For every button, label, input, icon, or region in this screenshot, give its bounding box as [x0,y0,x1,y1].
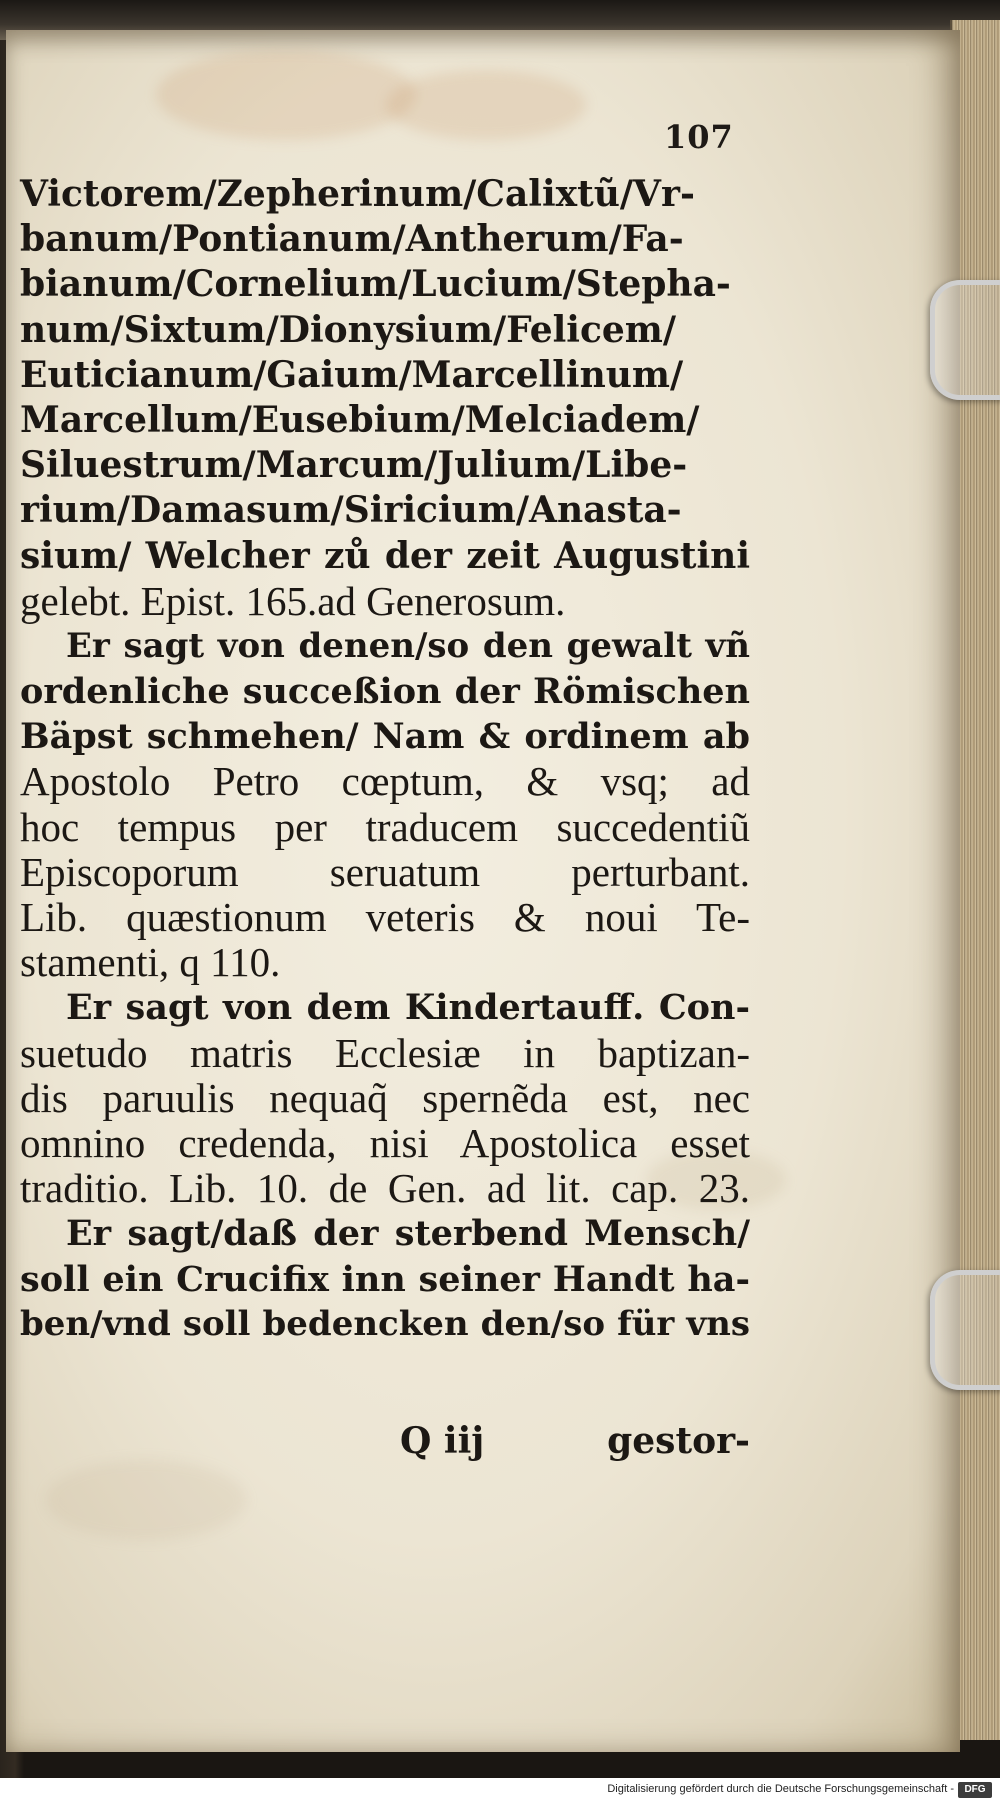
body-text [20,172,750,1347]
text-line: Lib. quæstionum veteris & noui Te- [20,894,750,940]
catchword: gestor- [607,1420,750,1462]
signature-mark: Q iij [400,1420,485,1462]
book-clasp [930,1270,1000,1390]
paragraph-start-line: Er sagt von dem Kindertauff. Con- [66,987,750,1029]
text-line: Euticianum/Gaium/Marcellinum/ [20,353,684,396]
text-line: gelebt. Epist. 165.ad Generosum. [20,577,566,624]
text-line: sium/ Welcher zů der zeit Augustini [20,534,750,577]
footer-credit: Digitalisierung gefördert durch die Deutsche Forschungsgemeinschaft - [607,1783,954,1795]
text-line: Marcellum/Eusebium/Melciadem/ [20,398,700,441]
text-line: ben/vnd soll bedencken den/so für vns [20,1303,750,1344]
text-line: Siluestrum/Marcum/Julium/Libe- [20,444,688,487]
text-line: omnino credenda, nisi Apostolica esset [20,1119,750,1166]
book-clasp [930,280,1000,400]
text-line: hoc tempus per traducem succedentiũ [20,803,750,850]
text-line: stamenti, q 110. [20,939,281,986]
text-line: ordenliche succeßion der Römischen [20,671,750,713]
paragraph-start-line: Er sagt von denen/so den gewalt vñ [66,625,750,666]
text-line: suetudo matris Ecclesiæ in baptizan- [20,1029,750,1076]
text-line: Bäpst schmehen/ Nam & ordinem ab [20,716,750,758]
text-line: bianum/Cornelium/Lucium/Stepha- [20,263,731,306]
footer-bar [0,1778,1000,1802]
text-line: banum/Pontianum/Antherum/Fa- [20,218,684,261]
paper-stain [46,1460,246,1540]
paragraph-start-line: Er sagt/daß der sterbend Mensch/ [66,1213,750,1255]
text-line: traditio. Lib. 10. de Gen. ad lit. cap. 23. [20,1165,750,1212]
paper-stain [156,50,416,140]
paper-stain [386,70,586,140]
text-line: dis paruulis nequaq̃ spernẽda est, nec [20,1074,750,1121]
text-line: Victorem/Zepherinum/Calixtũ/Vr- [20,173,695,215]
catchword-row [400,1420,750,1462]
text-line: Apostolo Petro cœptum, & vsq; ad [20,758,750,805]
text-line: soll ein Crucifix inn seiner Handt ha- [20,1258,750,1300]
text-line: num/Sixtum/Dionysium/Felicem/ [20,308,677,351]
text-line: Episcoporum seruatum perturbant. [20,848,750,895]
page-number: 107 [664,118,734,156]
dfg-logo: DFG [958,1782,992,1798]
text-line: rium/Damasum/Siricium/Anasta- [20,489,682,532]
